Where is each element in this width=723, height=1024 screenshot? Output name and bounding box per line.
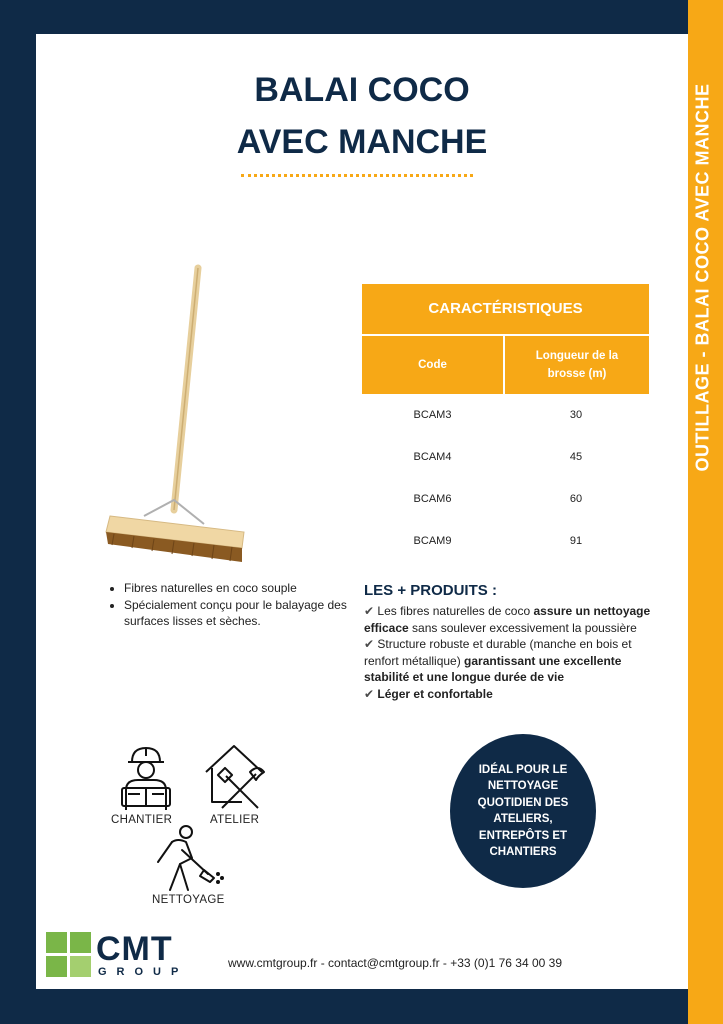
page-title	[36, 64, 688, 168]
list-item: • Fibres naturelles en coco souple	[124, 580, 364, 596]
broom-image	[104, 264, 254, 574]
side-banner	[688, 0, 723, 1024]
benefit-1: ✔ Les fibres naturelles de coco assure un nettoyage efficace sans soulever excessivement la poussière	[364, 604, 651, 635]
check-icon: ✔	[364, 604, 375, 618]
list-item: • Spécialement conçu pour le balayage des surfaces lisses et sèches.	[124, 597, 364, 629]
cell-length: 91	[569, 535, 583, 547]
feature-list	[106, 580, 364, 630]
sweeping-person-icon	[148, 824, 228, 894]
column-code: Code	[362, 336, 503, 394]
usage-callout-text: IDÉAL POUR LE NETTOYAGE QUOTIDIEN DES ATELIERS, ENTREPÔTS ET CHANTIERS	[477, 763, 569, 858]
table-row	[362, 520, 649, 562]
cell-code: BCAM9	[413, 535, 452, 547]
benefits-title: LES + PRODUITS :	[364, 582, 497, 599]
footer-contact: www.cmtgroup.fr - contact@cmtgroup.fr - +33 (0)1 76 34 00 39	[228, 956, 562, 970]
table-row	[362, 436, 649, 478]
benefit-3: ✔ Léger et confortable	[364, 686, 493, 701]
cell-length: 45	[569, 451, 583, 463]
spec-table-header: CARACTÉRISTIQUES	[362, 284, 649, 334]
cell-length: 60	[569, 493, 583, 505]
product-benefits	[364, 582, 654, 702]
label-atelier: ATELIER	[210, 814, 260, 826]
column-length: Longueur de la brosse (m)	[505, 336, 649, 394]
title-line-2: AVEC MANCHE	[236, 123, 488, 161]
table-row	[362, 478, 649, 520]
title-underline	[241, 174, 473, 177]
label-chantier: CHANTIER	[111, 814, 173, 826]
cmt-logo-icon	[46, 932, 92, 978]
title-line-1: BALAI COCO	[254, 71, 470, 109]
cell-length: 30	[569, 409, 583, 421]
spec-table-columns	[362, 336, 649, 394]
cell-code: BCAM6	[413, 493, 452, 505]
check-icon: ✔	[364, 686, 375, 701]
benefit-2: ✔ Structure robuste et durable (manche en bois et renfort métallique) garantissant une excellente stabilité et une longue durée de vie	[364, 637, 632, 684]
worker-helmet-icon	[118, 744, 174, 812]
logo-sub: GROUP	[98, 966, 189, 978]
cell-code: BCAM4	[413, 451, 452, 463]
spec-table-body	[362, 394, 649, 562]
table-row	[362, 394, 649, 436]
check-icon: ✔	[364, 637, 375, 651]
side-banner-text: OUTILLAGE - BALAI COCO AVEC MANCHE	[692, 83, 713, 472]
spec-table	[362, 284, 649, 562]
label-nettoyage: NETTOYAGE	[152, 894, 225, 906]
product-sheet	[36, 34, 688, 989]
cell-code: BCAM3	[413, 409, 452, 421]
usage-callout	[450, 734, 596, 888]
logo-name: CMT	[96, 930, 173, 968]
house-tools-icon	[202, 742, 266, 812]
